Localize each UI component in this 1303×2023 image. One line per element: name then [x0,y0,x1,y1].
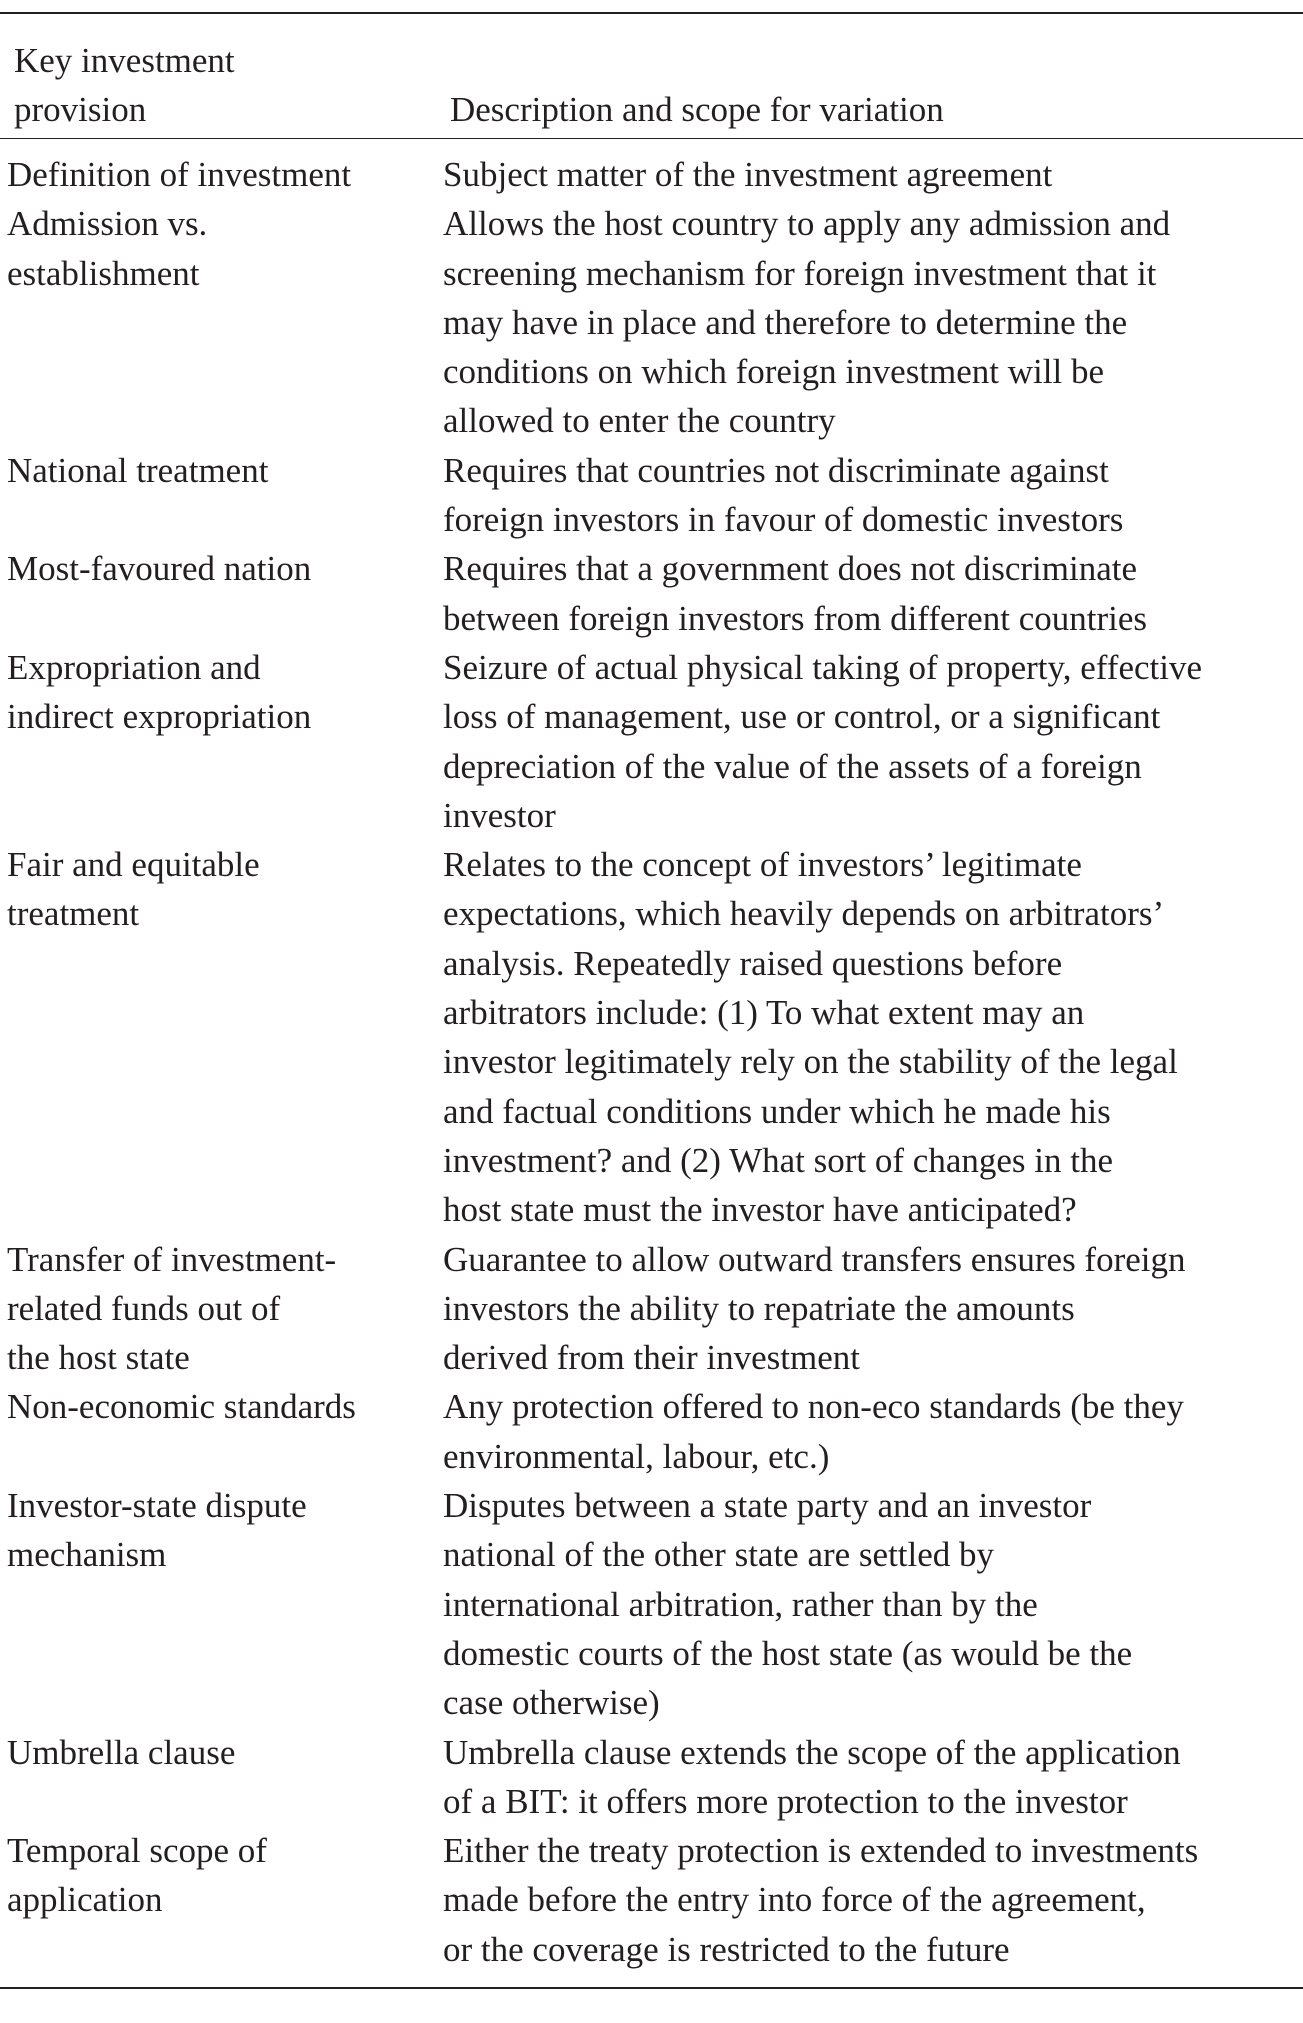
table-row [0,199,1303,445]
description-cell: Either the treaty protection is extended to investments made before the entry into force of the agreement, or the coverage is restricted to the future [443,1831,1199,1969]
description-cell: Umbrella clause extends the scope of the application of a BIT: it offers more protection to the investor [443,1732,1181,1821]
provision-cell: Definition of investment [7,155,352,194]
description-cell: Disputes between a state party and an investor national of the other state are settled by international arbitration, rather than by the domestic courts of the host state (as would be the case otherwise) [443,1486,1133,1723]
description-cell: Relates to the concept of investors’ legitimate expectations, which heavily depends on arbitrators’ analysis. Repeatedly raised questions before arbitrators include: (1) To what extent may an investor legitimately rely on the stability of the legal and factual conditions under which he made his investment? and (2) What sort of changes in the host state must the investor have anticipated? [443,845,1178,1230]
header-description: Description and scope for variation [450,90,944,129]
table-row [0,1235,1303,1383]
description-cell: Any protection offered to non-eco standards (be they environmental, labour, etc.) [443,1387,1184,1476]
description-cell: Seizure of actual physical taking of property, effective loss of management, use or control, or a significant depreciation of the value of the assets of a foreign investor [443,647,1202,835]
table-row [0,1826,1303,1974]
investment-provisions-table [0,12,1303,1989]
provision-cell: Most-favoured nation [7,549,312,589]
provision-cell: Fair and equitable treatment [7,845,260,934]
bottom-rule [0,1987,1303,1989]
provision-cell: National treatment [7,450,269,490]
table-row [0,1728,1303,1827]
provision-cell: Temporal scope of application [7,1831,267,1920]
provision-cell: Expropriation and indirect expropriation [7,647,312,737]
table-row [0,1382,1303,1481]
table-row [0,150,1303,199]
table-row [0,446,1303,545]
table-row [0,1481,1303,1727]
table-row [0,840,1303,1234]
provision-cell: Transfer of investment- related funds out of the host state [7,1239,337,1378]
table-header [0,14,1303,138]
provision-cell: Admission vs. establishment [7,204,208,293]
provision-cell: Non-economic standards [7,1387,356,1427]
table-row [0,643,1303,840]
description-cell: Guarantee to allow outward transfers ensures foreign investors the ability to repatriate the amounts derived from their investment [443,1239,1186,1378]
description-cell: Requires that countries not discriminate against foreign investors in favour of domestic investors [443,450,1124,540]
provision-cell: Umbrella clause [7,1732,236,1772]
provision-cell: Investor-state dispute mechanism [7,1486,307,1575]
header-key-investment-provision: Key investment provision [14,41,235,130]
description-cell: Requires that a government does not discriminate between foreign investors from different countries [443,549,1147,638]
table-body [0,139,1303,1974]
description-cell: Allows the host country to apply any admission and screening mechanism for foreign investment that it may have in place and therefore to determine the conditions on which foreign investment will be allowed to enter the country [443,204,1171,441]
description-cell: Subject matter of the investment agreement [443,155,1053,194]
table-row [0,544,1303,643]
